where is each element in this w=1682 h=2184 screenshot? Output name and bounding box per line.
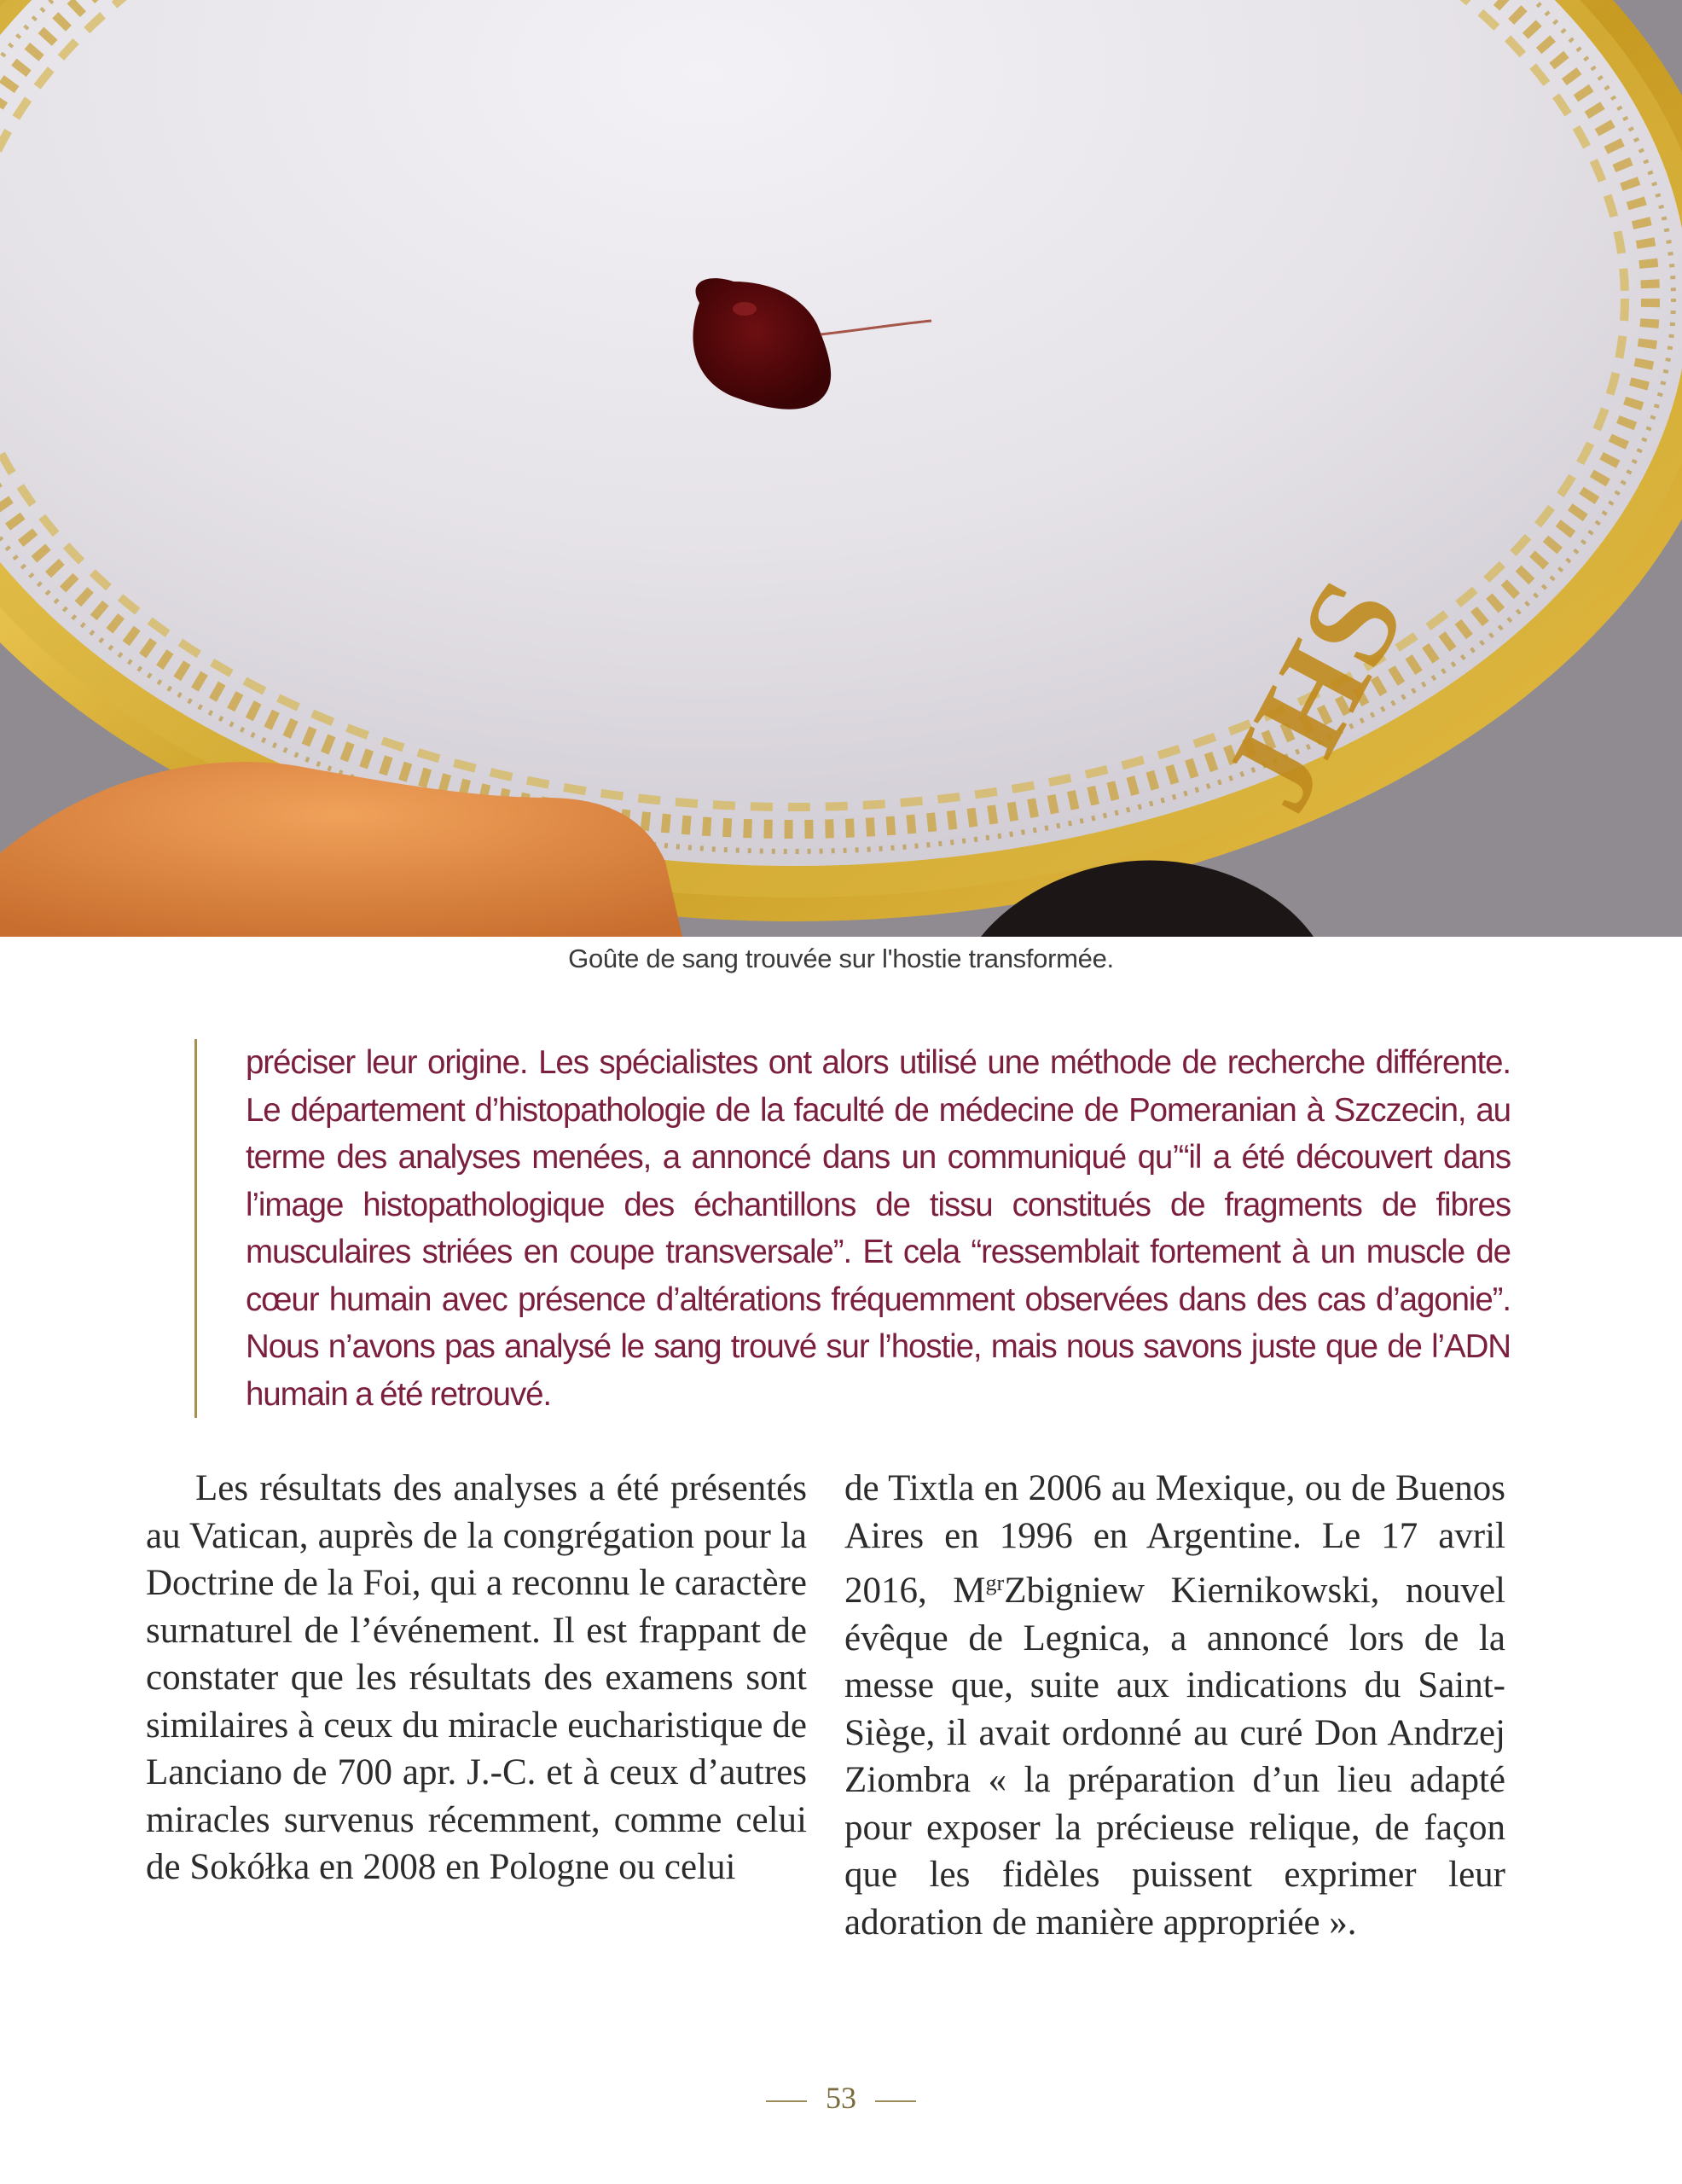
footer-dash-left [766,2100,807,2102]
body-column-right [844,1465,1505,1946]
footer-dash-right [875,2100,916,2102]
body-right-text-1: de Tixtla en 2006 au Mexique, ou de Buenos Aires en 1996 en Argentine. Le 17 avril 2016, M [844,1468,1505,1611]
body-right-text-2: Zbigniew Kiernikowski, nouvel évêque de Legnica, a annoncé lors de la messe que, suite aux indications du Saint-Siège, il avait ordonné au curé Don Andrzej Ziombra « la préparation d’un lieu adapté pour exposer la précieuse relique, de façon que les fidèles puissent exprimer leur adoration de manière appropriée ». [844,1571,1505,1943]
body-column-left: Les résultats des analyses a été présentés au Vatican, auprès de la congrégation pour la Doctrine de la Foi, qui a reconnu le caractère surnaturel de l’événement. Il est frappant de constater que les résultats des examens sont similaires à ceux du miracle eucharistique de Lanciano de 700 apr. J.-C. et à ceux d’autres miracles survenus récemment, comme celui de Sokółka en 2008 en Pologne ou celui [146,1468,807,1887]
pull-quote [194,1039,1511,1418]
monsignor-superscript: gr [985,1571,1005,1595]
page-number: 53 [826,2081,856,2115]
pull-quote-text: préciser leur origine. Les spécialistes ont alors utilisé une méthode de recherche différente. Le département d’histopathologie de la faculté de médecine de Pomeranian à Szczecin, au terme des analyses menées, a annoncé dans un communiqué qu’“il a été découvert dans l’image histopathologique des échantillons de tissu constitués de fragments de fibres musculaires striées en coupe transversale”. Et cela “ressemblait fortement à un muscle de cœur humain avec présence d’altérations fréquemment observées dans des cas d’agonie”. Nous n’avons pas analysé le sang trouvé sur l’hostie, mais nous savons juste que de l’ADN humain a été retrouvé. [246,1044,1511,1413]
paten-illustration [0,0,1682,937]
page-footer [0,2080,1682,2116]
blood-drop-photo [0,0,1682,937]
jhs-monogram: JHS [1196,558,1432,833]
photo-caption: Goûte de sang trouvée sur l'hostie transformée. [568,944,1114,973]
